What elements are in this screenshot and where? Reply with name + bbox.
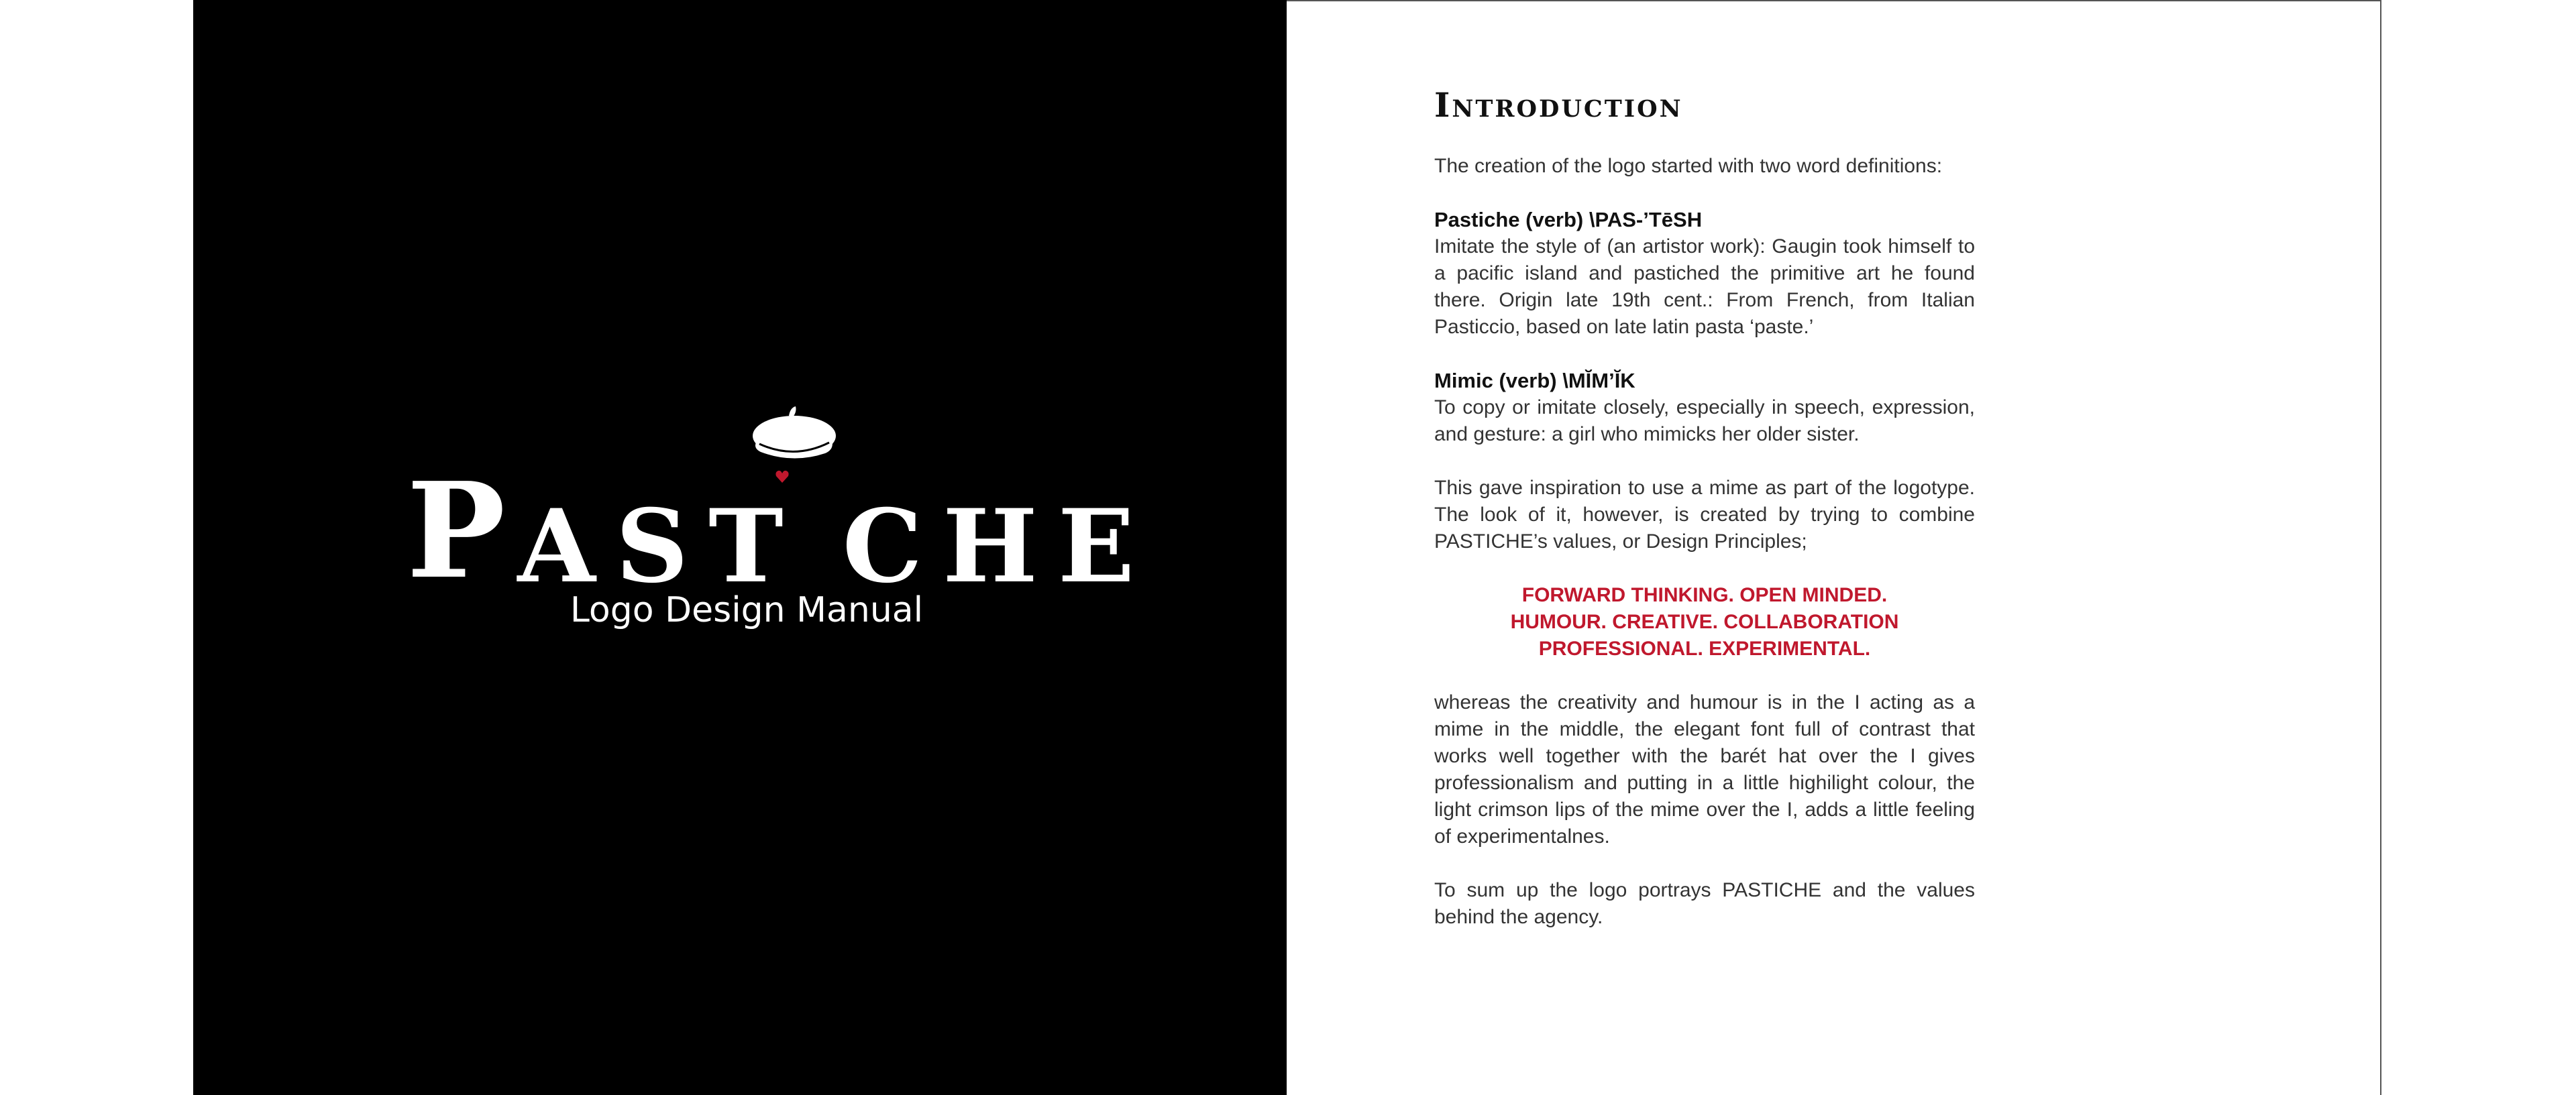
values-line: HUMOUR. CREATIVE. COLLABORATION [1510, 611, 1899, 633]
values-line: PROFESSIONAL. EXPERIMENTAL. [1538, 638, 1871, 660]
pastiche-logo [407, 402, 1155, 644]
logo-letter-p: P [407, 454, 506, 608]
logo-letters-che: CHE [842, 487, 1155, 606]
introduction-page [1287, 0, 2381, 1095]
explanation-paragraph: whereas the creativity and humour is in the I acting as a mime in the middle, the elegant font full of contrast that works well together with the barét hat over the I gives professionalism and putting in a little highilight colour, the light crimson lips of the mime over the I, adds a little feeling of experimentalnes. [1434, 691, 1975, 848]
beret-icon [746, 402, 840, 459]
definition-text-pastiche: Imitate the style of (an artistor work): Gaugin took himself to a pacific island and pastiched the primitive art he found there. Origin late 19th cent.: From French, from Italian Pasticcio, based on late latin pasta ‘paste.’ [1434, 235, 1975, 338]
logo-wordmark [407, 454, 1155, 608]
design-principles [1434, 582, 1975, 662]
values-line: FORWARD THINKING. OPEN MINDED. [1521, 584, 1888, 606]
definition-text-mimic: To copy or imitate closely, especially in speech, expression, and gesture: a girl who mimicks her older sister. [1434, 396, 1975, 445]
logo-letters-ast: AST [517, 487, 804, 606]
introduction-text [1434, 85, 1975, 931]
intro-lead: The creation of the logo started with two word definitions: [1434, 155, 1943, 177]
page-title: Introduction [1434, 85, 1683, 125]
definition-title-mimic: Mimic (verb) \MĬM’ĬK [1434, 369, 1635, 392]
summary-paragraph: To sum up the logo portrays PASTICHE and the values behind the agency. [1434, 879, 1975, 928]
cover-page [193, 0, 1287, 1095]
inspiration-paragraph: This gave inspiration to use a mime as part of the logotype. The look of it, however, is created by trying to combine PASTICHE’s values, or Design Principles; [1434, 477, 1975, 553]
definition-title-pastiche: Pastiche (verb) \PAS-’TēSH [1434, 208, 1703, 231]
logo-subtitle: Logo Design Manual [570, 590, 924, 630]
